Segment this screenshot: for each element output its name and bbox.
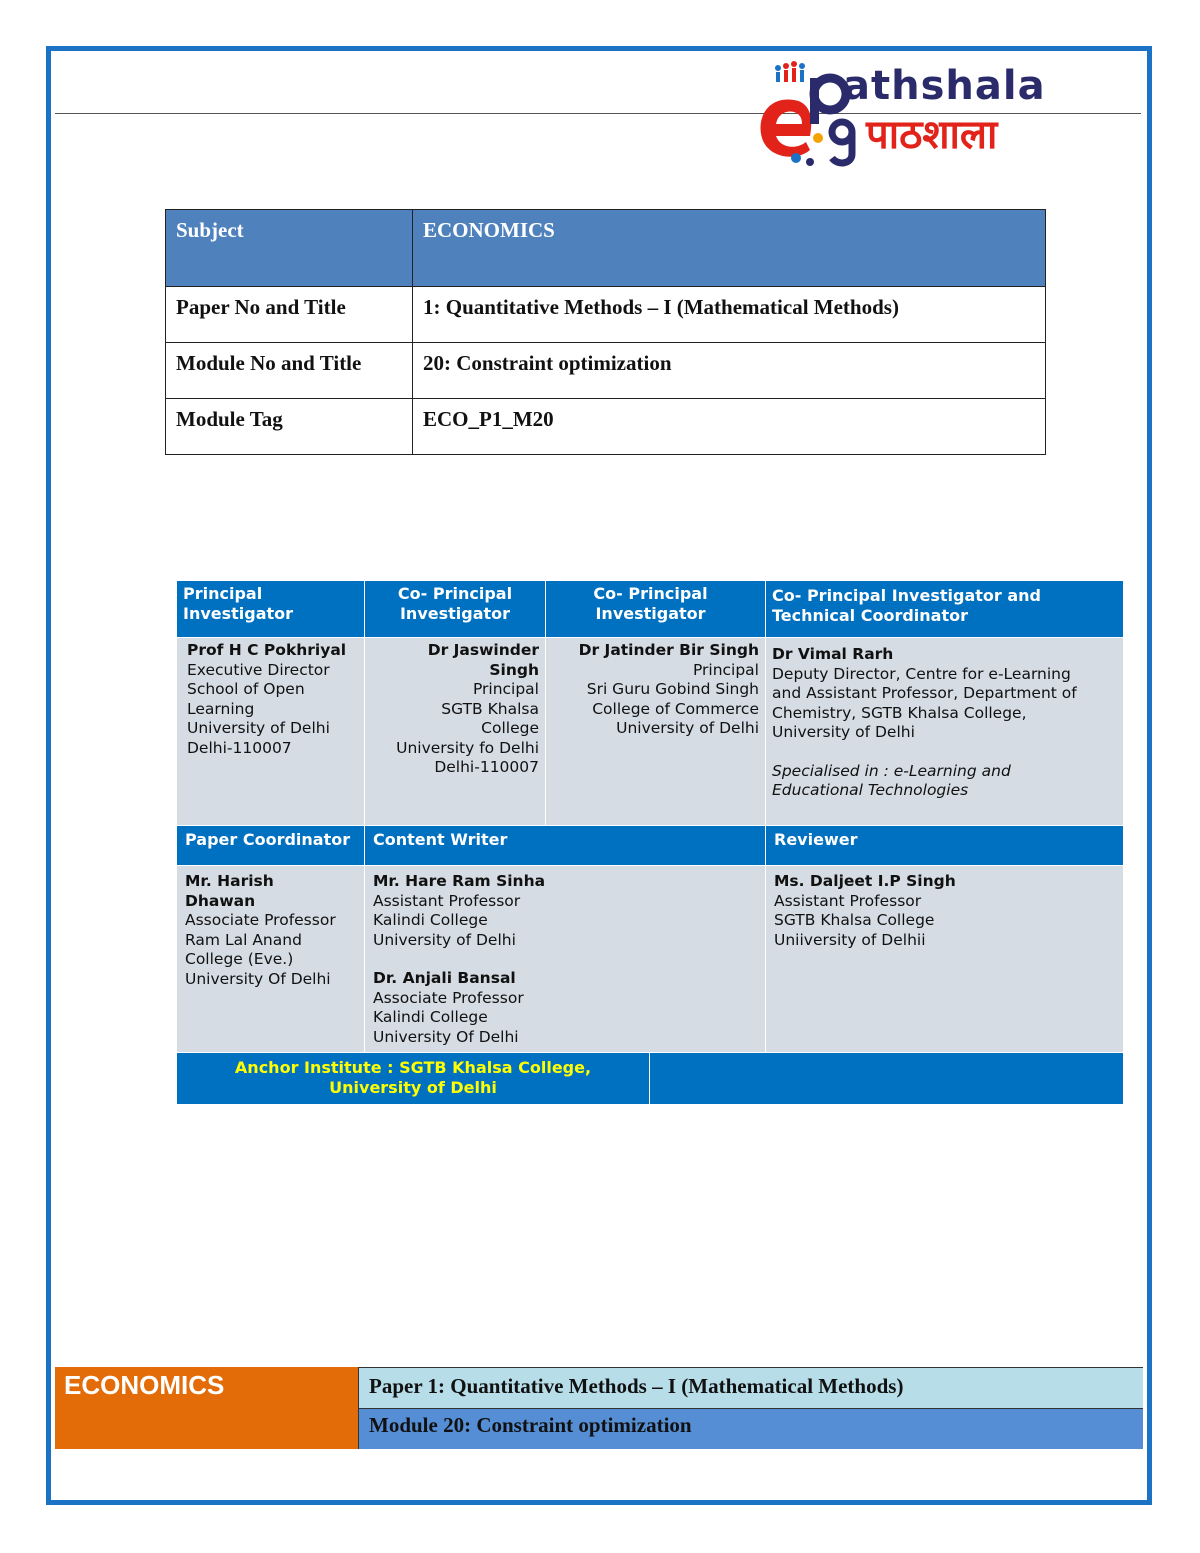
reviewer-details: [766, 866, 1123, 1052]
header-content-writer: Content Writer: [365, 826, 765, 865]
person-line: University of Delhi: [772, 723, 915, 741]
footer-module: Module 20: Constraint optimization: [358, 1409, 1143, 1449]
person-line: College (Eve.): [185, 950, 294, 968]
credits-grid: [177, 581, 1123, 1104]
person-line: Associate Professor: [373, 988, 524, 1007]
module-label: Module No and Title: [166, 343, 413, 399]
person-line: University of Delhi: [616, 719, 759, 737]
co-pi-technical-details: [766, 638, 1123, 825]
content-writer-details: [365, 866, 765, 1052]
person-line: Associate Professor: [185, 911, 336, 929]
anchor-line: Anchor Institute : SGTB Khalsa College,: [234, 1058, 592, 1077]
person-line: and Assistant Professor, Department of: [772, 684, 1077, 702]
person-line: University fo Delhi: [396, 738, 539, 757]
person-line: Assistant Professor: [373, 891, 521, 910]
subject-value: ECONOMICS: [413, 210, 1046, 287]
person-line: SGTB Khalsa College: [774, 911, 935, 929]
anchor-empty-cell: [650, 1053, 1123, 1104]
logo-text-english: athshala: [843, 63, 1046, 109]
person-name: Mr. Hare Ram Sinha: [373, 872, 546, 890]
logo-text-hindi: पाठशाला: [866, 112, 998, 158]
person-line: Principal: [692, 660, 759, 679]
person-line: Kalindi College: [373, 911, 488, 929]
person-name: Dr Jaswinder: [427, 641, 539, 659]
person-line: University of Delhi: [187, 719, 330, 737]
anchor-line: University of Delhi: [329, 1077, 497, 1097]
subject-info-table: [165, 209, 1046, 455]
paper-value: 1: Quantitative Methods – I (Mathematical Methods): [413, 287, 1046, 343]
person-name: Ms. Daljeet I.P Singh: [774, 872, 956, 890]
module-value: 20: Constraint optimization: [413, 343, 1046, 399]
header-paper-coordinator: Paper Coordinator: [177, 826, 364, 865]
table-row: [166, 287, 1046, 343]
person-line: Executive Director: [187, 660, 330, 679]
co-pi-2-details: [546, 638, 765, 825]
paper-coordinator-details: [177, 866, 364, 1052]
person-line: University Of Delhi: [185, 969, 331, 988]
table-row: [166, 210, 1046, 287]
header-principal-investigator: [177, 581, 364, 637]
person-line: Delhi-110007: [187, 738, 292, 757]
footer-subject: ECONOMICS: [55, 1367, 358, 1449]
person-line: Learning: [187, 699, 255, 718]
header-co-pi-technical: Co- Principal Investigator and Technical Coordinator: [766, 581, 1123, 637]
person-name: Prof H C Pokhriyal: [187, 641, 347, 659]
co-pi-1-details: [365, 638, 545, 825]
person-name: Mr. Harish: [185, 872, 274, 890]
person-line: Ram Lal Anand: [185, 930, 302, 949]
person-name: Dr. Anjali Bansal: [373, 969, 516, 987]
person-line: Assistant Professor: [774, 891, 922, 910]
module-tag-value: ECO_P1_M20: [413, 399, 1046, 455]
header-co-pi-1: Co- Principal Investigator: [365, 581, 545, 637]
person-line: SGTB Khalsa: [441, 699, 539, 718]
paper-label: Paper No and Title: [166, 287, 413, 343]
person-line: College: [481, 719, 539, 737]
person-line: Kalindi College: [373, 1008, 488, 1026]
person-line: University Of Delhi: [373, 1027, 519, 1046]
person-line: Chemistry, SGTB Khalsa College,: [772, 703, 1027, 722]
person-line: Deputy Director, Centre for e-Learning: [772, 664, 1071, 683]
specialisation: Specialised in : e-Learning and: [772, 761, 1011, 780]
anchor-institute: [177, 1053, 649, 1104]
person-line: Sri Guru Gobind Singh: [586, 680, 759, 698]
table-row: [166, 343, 1046, 399]
person-line: University of Delhi: [373, 930, 516, 949]
person-line: Principal: [472, 680, 539, 698]
person-line: School of Open: [187, 680, 305, 698]
header-reviewer: Reviewer: [766, 826, 1123, 865]
subject-label: Subject: [166, 210, 413, 287]
person-line: Uniiversity of Delhii: [774, 930, 926, 949]
person-line: Delhi-110007: [434, 758, 539, 776]
table-row: [166, 399, 1046, 455]
module-tag-label: Module Tag: [166, 399, 413, 455]
person-name: Dhawan: [185, 891, 256, 910]
header-co-pi-2: Co- Principal Investigator: [546, 581, 765, 637]
principal-investigator-details: [177, 638, 364, 825]
person-name: Dr Vimal Rarh: [772, 645, 894, 663]
footer-paper: Paper 1: Quantitative Methods – I (Mathematical Methods): [358, 1367, 1143, 1409]
specialisation: Educational Technologies: [772, 781, 969, 799]
person-line: College of Commerce: [592, 699, 759, 718]
person-name: Dr Jatinder Bir Singh: [578, 641, 759, 659]
person-name: Singh: [489, 660, 539, 679]
header-label: Principal Investigator: [183, 584, 294, 623]
